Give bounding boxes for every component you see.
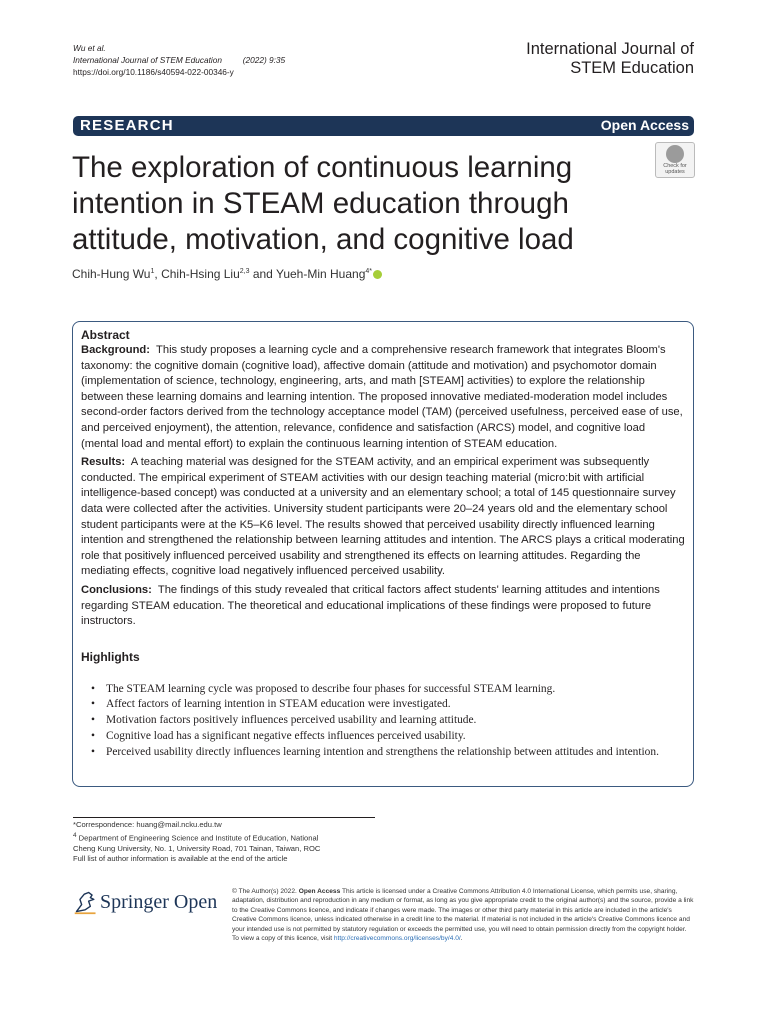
check-updates-line2: updates (665, 169, 685, 175)
author-separator: and (249, 267, 276, 281)
abstract-background (81, 343, 685, 452)
license-end: . (460, 935, 463, 943)
results-text: A teaching material was designed for the STEAM activity, and an empirical experiment was subsequently conducted. The empirical experiment of STEAM activities with our design teaching material (micro:bit with artificial intelligence-based concept) was conducted at a university and an elementary school; a total of 145 questionnaire survey data were collected after the activities. University student participants were 20–24 years old and the elementary school student participants were at the K5–K6 level. The results showed that perceived usability directly influenced learning intention and strengthened the relationship between learning attitudes and intention. The ARCS plays a critical moderating role that positively influenced perceived usability and strengthened its effects on learning attitudes. Regarding the mediating effects, cognitive load negatively influenced perceived usability. (81, 456, 685, 578)
check-updates-icon (666, 145, 684, 163)
results-label: Results: (81, 456, 126, 469)
highlight-item: • Cognitive load has a significant negative effects influences perceived usability. (91, 729, 685, 745)
footnote-divider (73, 817, 375, 818)
correspondence: *Correspondence: huang@mail.ncku.edu.tw (73, 820, 222, 829)
license-body: This article is licensed under a Creative Commons Attribution 4.0 International License, which permits use, sharing, adaptation, distribution and reproduction in any medium or format, as long as you give appropriate credit to the original author(s) and the source, provide a link to the Creative Commons licence, and indicate if changes were made. The images or other third party material in this article are included in the article's Creative Commons licence, unless indicated otherwise in a credit line to the material. If material is not included in the article's Creative Commons licence and your intended use is not permitted by statutory regulation or exceeds the permitted use, you will need to obtain permission directly from the copyright holder. To view a copy of this licence, visit (232, 888, 694, 943)
citation-journal: International Journal of STEM Education (73, 55, 222, 65)
highlights-heading: Highlights (81, 649, 140, 664)
background-text: This study proposes a learning cycle and a comprehensive research framework that integrates Bloom's taxonomy: the cognitive domain (cognitive load), affective domain (attitude and motivation) and psychomotor domain (implementation of science, technology, engineering, arts, and math [STEAM] activities) to explore the relationship between these learning domains and learning intention. The proposed innovative mediated-moderation model includes second-order factors derived from the technology acceptance model (TAM) (perceived usefulness, perceived ease of use, and perceived enjoyment), the attention, relevance, confidence and satisfaction (ARCS) model, and cognitive load (mental load and mental effort) to explain the continuous learning intention of STEAM education. (81, 344, 683, 450)
article-type-banner (73, 116, 694, 136)
author-name[interactable]: Yueh-Min Huang (275, 267, 366, 281)
check-for-updates-badge[interactable] (655, 142, 695, 178)
license-statement (232, 887, 694, 943)
abstract-box (72, 321, 694, 787)
article-title: The exploration of continuous learning intention in STEAM education through attitude, motivation, and cognitive load (72, 151, 574, 256)
springer-open-logo (100, 890, 217, 914)
affiliation-sup: 4* (365, 268, 372, 275)
doi-link[interactable]: https://doi.org/10.1186/s40594-022-00346-y (73, 67, 234, 77)
author-list (72, 264, 382, 282)
author-name[interactable]: Chih-Hung Wu (72, 267, 151, 281)
footnotes (73, 820, 320, 865)
copyright: © The Author(s) 2022. (232, 888, 297, 895)
journal-name-line1: International Journal of (526, 40, 694, 58)
springer-horse-icon (73, 889, 99, 915)
license-link[interactable]: http://creativecommons.org/licenses/by/4.0/ (333, 935, 461, 943)
highlight-item: • Motivation factors positively influences perceived usability and learning attitude. (91, 713, 685, 729)
affiliation-number: 4 (73, 831, 77, 839)
publisher-suffix: Open (173, 891, 218, 913)
check-updates-line1: Check for (663, 163, 687, 169)
abstract-results (81, 455, 685, 580)
open-access-label: Open Access (600, 117, 689, 133)
citation-year: (2022) 9:35 (242, 55, 286, 65)
conclusions-text: The findings of this study revealed that critical factors affect students' learning attitudes and intentions regarding STEAM education. The theoretical and educational implications of these findings were proposed to future instructors. (81, 583, 660, 628)
affiliation-text-1: Department of Engineering Science and Institute of Education, National (76, 833, 319, 843)
citation-block (73, 42, 285, 78)
highlight-item: • The STEAM learning cycle was proposed to describe four phases for successful STEAM learning. (91, 682, 685, 698)
highlight-item: • Perceived usability directly influences learning intention and strengthens the relationship between attitudes and intention. (91, 745, 685, 761)
affiliation-line (73, 831, 320, 844)
affiliation-sup: 2,3 (239, 268, 250, 275)
conclusions-label: Conclusions: (81, 583, 152, 596)
author-info-note: Full list of author information is available at the end of the article (73, 854, 288, 864)
abstract-conclusions (81, 583, 685, 630)
publisher-name: Springer (100, 891, 169, 913)
background-label: Background: (81, 344, 150, 356)
article-type: RESEARCH (80, 117, 174, 134)
highlights-list (81, 682, 685, 761)
authors-short: Wu et al. (73, 43, 106, 53)
author-name[interactable]: Chih-Hsing Liu (161, 267, 240, 281)
affiliation-line-2: Cheng Kung University, No. 1, University Road, 701 Tainan, Taiwan, ROC (73, 843, 321, 853)
license-open-access: Open Access (298, 888, 341, 895)
author-separator: , (154, 267, 162, 281)
journal-name (526, 40, 694, 78)
highlight-item: • Affect factors of learning intention in STEAM education were investigated. (91, 697, 685, 713)
affiliation-sup: 1 (150, 268, 155, 275)
orcid-icon[interactable] (373, 270, 382, 279)
journal-name-line2: STEM Education (570, 59, 694, 77)
abstract-heading: Abstract (81, 328, 130, 342)
